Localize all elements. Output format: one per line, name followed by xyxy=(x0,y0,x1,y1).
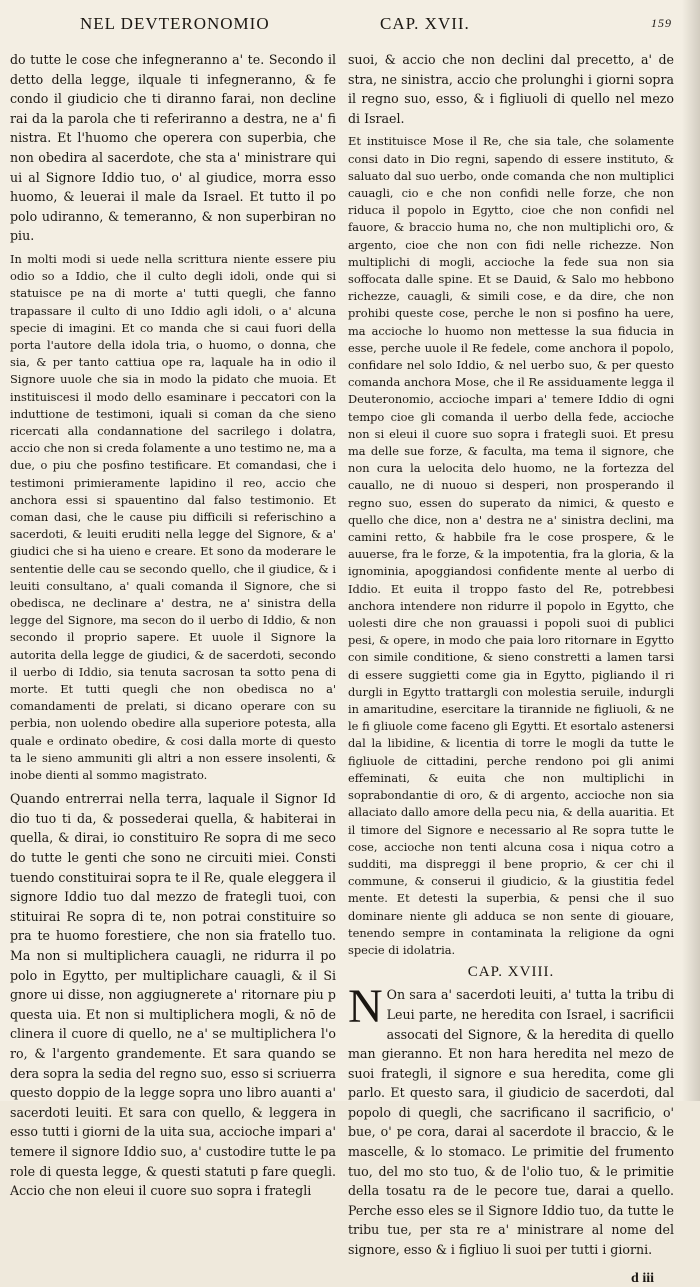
chapter-opening-text: On sara a' sacerdoti leuiti, a' tutta la tribu di Leui parte, ne heredita con Israel, i sacrificii assocati del Signore, & la heredita di quello man gieranno. Et non hara heredita nel mezo de suoi frategli, il signore e sua heredita, come gli parlo. Et questo sara, il giudicio de sacerdoti, dal popolo di quegli, che sacrificano il sacrificio, o' bue, o' pe cora, darai al sacerdote il braccio, & le mascelle, & lo stomaco. Le primitie del frumento tuo, del mo sto tuo, & de l'olio tuo, & le primitie della tosatu ra de le pecore tue, darai a quello. Perche esso eles se il Signore Iddio tuo, da tutte le tribu tue, per sta re a' ministrare al nome del signore, esso & i figliuo li suoi per tutti i giorni. xyxy=(348,987,674,1258)
scripture-paragraph: suoi, & accio che non declini dal precetto, a' de stra, ne sinistra, accio che prolunghi i giorni sopra il regno suo, esso, & i figliuoli di quello nel mezo di Israel. xyxy=(348,52,674,126)
running-head: NEL DEVTERONOMIO xyxy=(80,14,270,33)
scripture-paragraph xyxy=(348,980,674,1259)
folio-number: 159 xyxy=(651,16,672,30)
text-columns xyxy=(10,50,674,1287)
commentary-paragraph: Et instituisce Mose il Re, che sia tale, che solamente consi dato in Dio regni, sapendo di essere instituto, & saluato dal suo uerbo, onde comanda che non multiplici cauagli, cio e che non confidi nelle forze, che non riduca il popolo in Egytto, cioe che non confidi nel fauore, & braccio huma no, che non multiplichi oro, & argento, cioe che non con fidi nelle richezze. Non multiplichi di mogli, accioche la fede sua non sia soffocata dalle spine. Et se Dauid, & Salo mo hebbono richezze, cauagli, & simili cose, e da dire, che non prohibi queste cose, perche le non si posfino ha uere, ma accioche lo huomo non mettesse la sua fiducia in esse, perche uuole il Re fedele, come anchora il popolo, confidare nel solo Iddio, & nel uerbo suo, & per questo comanda anchora Mose, che il Re assiduamente legga il Deuteronomio, accioche impari a' temere Iddio di ogni tempo cioe gli comanda il uerbo della fede, accioche non si eleui il cuore suo sopra i frategli suoi. Et presu ma delle sue forze, & faculta, ma tema il signore, che non cura la uelocita delo huomo, ne la fortezza del cauallo, ne di nuouo si desperi, non prosperando il regno suo, essen do superato da nimici, & questo e quello che dice, non a' destra ne a' sinistra declini, ma camini retto, & habbile fra le cose prospere, & le auuerse, fra le forze, & la impotentia, fra la gloria, & la ignominia, apoggiandosi confidente mente al uerbo di Iddio. Et euita il troppo fasto del Re, potrebbesi anchora intendere non ridurre il popolo in Egytto, che uolesti dire che non grauassi i popoli suoi di publici pesi, & opere, in modo che paia loro ritornare in Egytto con simile conditione, & sieno constretti a lamen tarsi di essere suggietti come gia in Egytto, pigliando il ri durgli in Egytto trattargli con molestia seruile, indurgli in amaritudine, esercitare la tirannide ne figliuoli, & ne le fi gliuole come faceno gli Egytti. Et esortalo astenersi dal la libidine, & licentia di torre le mogli da tutte le figliuole de cittadini, perche rendono poi gli animi effeminati, & euita che non multiplichi in soprabondantie di oro, & di argento, accioche non sia allaciato dallo amore della pecu nia, & della auaritia. Et il timore del Signore e necessario al Re sopra tutte le cose, accioche non tenti alcuna cosa i niqua cotro a sudditi, ma dispreggi il bene proprio, & cer chi il commune, & conserui il giudicio, & la giustitia fedel mente. Et detesti la superbia, & pensi che il suo dominare niente gli adduca se non sente di giouare, tenendo sempre in contaminata la religione da ogni specie di idolatria. xyxy=(348,134,674,957)
page-edge-shadow xyxy=(682,0,700,1101)
chapter-label: CAP. XVII. xyxy=(380,14,470,33)
scripture-paragraph: Quando entrerrai nella terra, laquale il Signor Id dio tuo ti da, & possederai quella, & habiterai in quella, & dirai, io constituiro Re sopra di me seco do tutte le genti che sono ne circuiti miei. Consti tuendo constituirai sopra te il Re, quale eleggera il signore Iddio tuo dal mezzo de frategli tuoi, con stituirai Re sopra di te, non potrai constituire so pra te huomo forestiere, che non sia fratello tuo. Ma non si multiplichera cauagli, ne ridurra il po polo in Egytto, per multiplichare cauagli, & il Si gnore ui disse, non aggiugnerete a' ritornare piu p questa uia. Et non si multiplichera mogli, & nō de clinera il cuore di quello, ne a' se multiplichera l'o ro, & l'argento grandemente. Et sara quando se dera sopra la sedia del regno suo, esso si scriuerra questo doppio de la legge sopra uno libro auanti a' sacerdoti leuiti. Et sara con quello, & leggera in esso tutti i giorni de la uita sua, accioche impari a' temere il signore Iddio suo, a' custodire tutte le pa role di questa legge, & questi statuti p fare quegli. Accio che non eleui il cuore suo sopra i frategli xyxy=(10,791,336,1199)
scripture-paragraph: do tutte le cose che infegneranno a' te. Secondo il detto della legge, ilquale ti infegneranno, & fe condo il giudicio che ti diranno farai, non decline rai da la parola che ti referiranno a destra, ne a' fi nistra. Et l'huomo che operera con superbia, che non obedira al sacerdote, che sta a' ministrare qui ui al Signore Iddio tuo, o' al giudice, morra esso huomo, & leuerai il male da Israel. Et tutto il po polo udiranno, & temeranno, & non superbiran no piu. xyxy=(10,52,336,244)
signature-mark: d iii xyxy=(631,1270,654,1286)
commentary-paragraph: In molti modi si uede nella scrittura niente essere piu odio so a Iddio, che il culto degli idoli, onde qui si statuisce pe na di morte a' tutti quegli, che fanno trapassare il culto di uno Iddio agli idoli, o a' alcuna specie di imagini. Et co manda che si caui fuori della porta l'autore della idola tria, o huomo, o donna, che sia, & per tanto cattiua ope ra, laquale ha in odio il Signore uuole che sia in modo la pidato che muoia. Et instituiscesi il modo dello esaminare i peccatori con la induttione de testimoni, iquali si coman da che sieno ricercati alla condannatione del sacrilego i dolatra, accio che non si creda folamente a uno testimo ne, ma a due, o piu che posfino testificare. Et comandasi, che i testimoni primieramente lapidino il reo, accio che anchora essi si spauentino dal falso testimonio. Et coman dasi, che le cause piu difficili si referischino a sacerdoti, & leuiti eruditi nella legge del Signore, & a' giudici che si ha uieno e creare. Et sono da moderare le sententie delle cau se secondo quello, che il giudice, & i leuiti consultano, a' quali comanda il Signore, che si obedisca, ne declinare a' destra, ne a' sinistra della legge del Signore, ma secon do il uerbo di Iddio, & non secondo il proprio sapere. Et uuole il Signore la autorita della legge de giudici, & de sacerdoti, secondo il uerbo di Iddio, sia tenuta sacrosan ta sotto pena di morte. Et tutti quegli che non obedisca no a' comandamenti de prelati, si dicano operare con su perbia, non uolendo obedire alla superiore potesta, alla quale e ordinato obedire, & cosi dalla morte di questo ta le sieno ammuniti gli altri a non essere insolenti, & inobe dienti al sommo magistrato. xyxy=(10,251,336,783)
right-column xyxy=(348,50,674,1287)
chapter-heading: CAP. XVIII. xyxy=(467,964,555,981)
page-header xyxy=(10,8,674,50)
drop-cap: N xyxy=(348,980,383,1034)
left-column xyxy=(10,50,336,1287)
